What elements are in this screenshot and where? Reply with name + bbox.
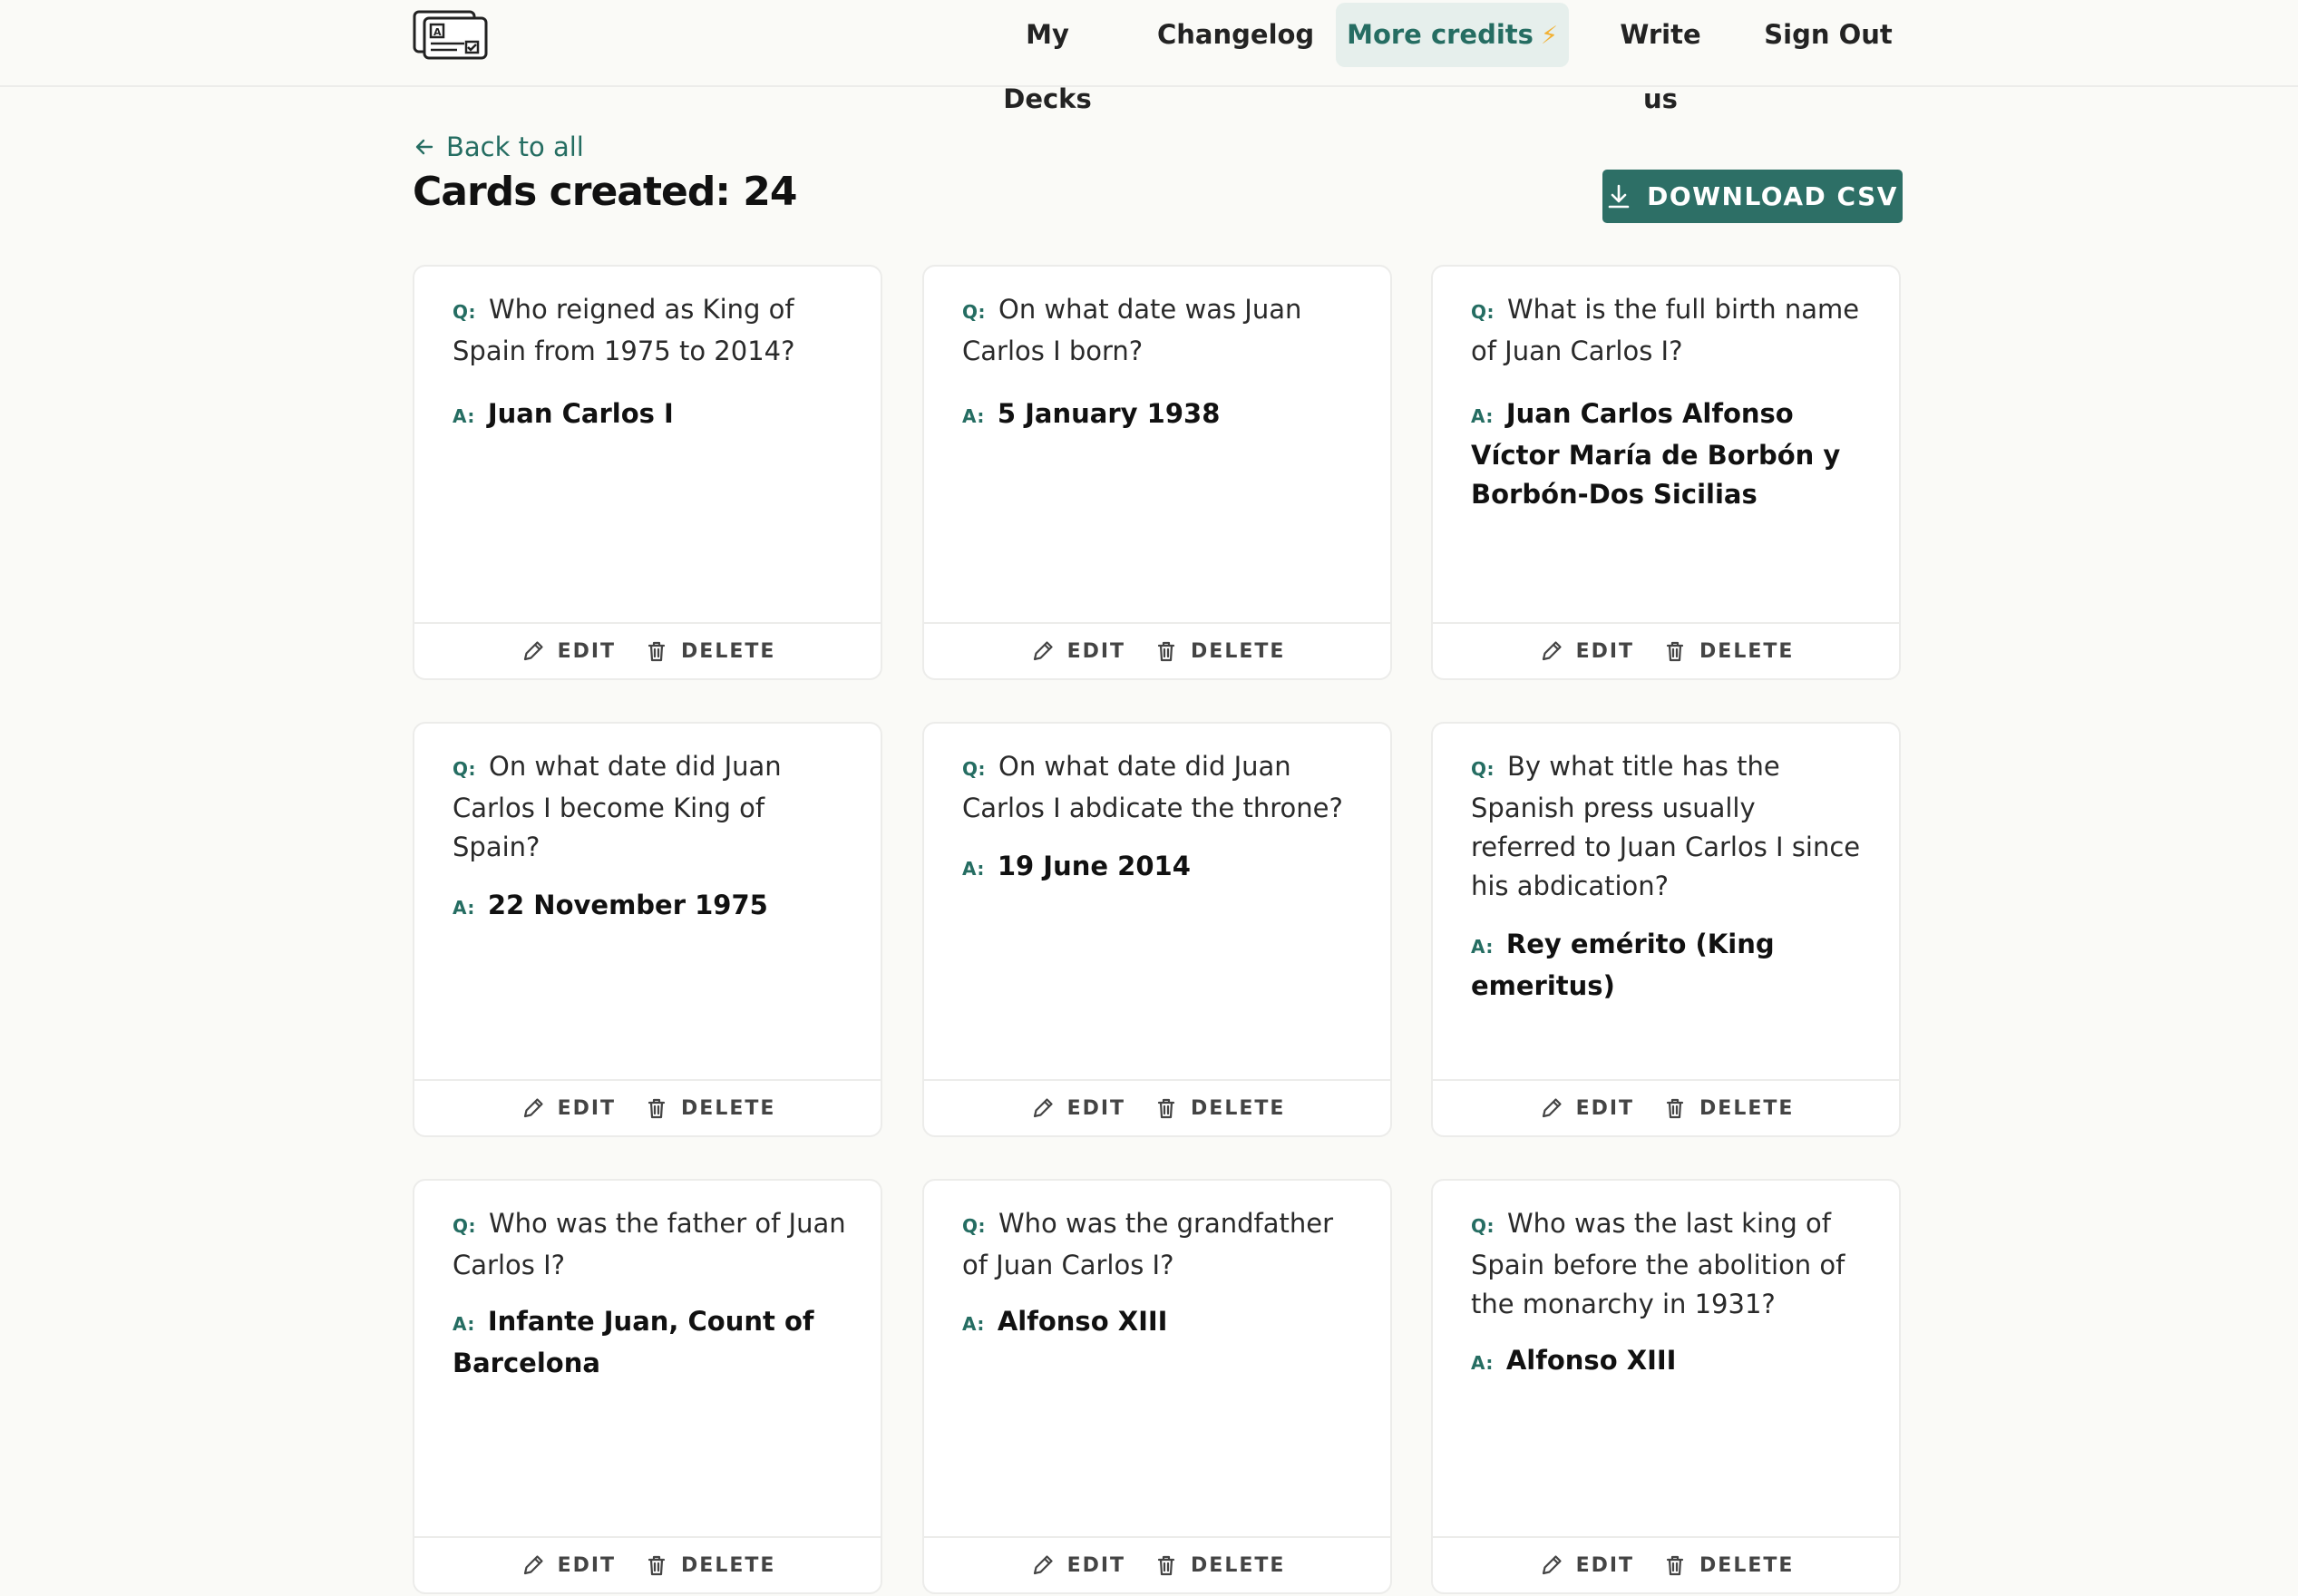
download-csv-label: DOWNLOAD CSV <box>1647 181 1898 211</box>
arrow-left-icon <box>414 136 435 158</box>
flashcard <box>922 722 1392 1137</box>
card-answer <box>1471 1341 1868 1383</box>
edit-button[interactable] <box>520 637 616 665</box>
delete-label: DELETE <box>1699 639 1795 663</box>
delete-button[interactable] <box>1661 637 1794 665</box>
edit-label: EDIT <box>1066 1096 1126 1120</box>
question-text: Who reigned as King of Spain from 1975 to 2014? <box>453 294 795 366</box>
main-nav <box>0 0 2298 114</box>
card-answer <box>1471 394 1868 514</box>
card-answer <box>962 847 1359 889</box>
edit-button[interactable] <box>1029 1095 1125 1122</box>
lightning-bolt-icon: ⚡ <box>1540 22 1558 50</box>
top-navigation-bar <box>0 0 2298 114</box>
edit-button[interactable] <box>1029 1552 1125 1579</box>
edit-label: EDIT <box>1575 639 1635 663</box>
answer-text: 19 June 2014 <box>997 851 1191 881</box>
question-text: By what title has the Spanish press usually referred to Juan Carlos I since his abdication? <box>1471 751 1861 901</box>
answer-tag: A: <box>1471 405 1494 427</box>
flashcard <box>1431 265 1901 680</box>
card-answer <box>453 1302 850 1383</box>
trash-icon <box>1153 637 1180 665</box>
delete-label: DELETE <box>1191 639 1286 663</box>
nav-more-credits[interactable] <box>1336 3 1569 67</box>
trash-icon <box>1661 637 1689 665</box>
card-question <box>453 747 850 867</box>
answer-tag: A: <box>962 405 985 427</box>
delete-button[interactable] <box>1153 1095 1285 1122</box>
pencil-icon <box>1538 1095 1565 1122</box>
page-title: Cards created: 24 <box>413 169 797 215</box>
question-text: On what date was Juan Carlos I born? <box>962 294 1302 366</box>
delete-button[interactable] <box>643 637 775 665</box>
trash-icon <box>643 1552 670 1579</box>
edit-label: EDIT <box>1066 1553 1126 1577</box>
question-text: On what date did Juan Carlos I become King of Spain? <box>453 751 782 862</box>
edit-label: EDIT <box>557 639 617 663</box>
trash-icon <box>643 1095 670 1122</box>
question-tag: Q: <box>962 758 986 780</box>
edit-button[interactable] <box>1538 637 1634 665</box>
answer-text: Alfonso XIII <box>997 1306 1168 1337</box>
answer-tag: A: <box>1471 1352 1494 1374</box>
answer-text: Alfonso XIII <box>1505 1345 1677 1376</box>
delete-label: DELETE <box>1699 1553 1795 1577</box>
trash-icon <box>1661 1095 1689 1122</box>
card-question <box>962 290 1359 371</box>
nav-changelog[interactable]: Changelog <box>1157 19 1315 50</box>
card-answer <box>962 1302 1359 1344</box>
answer-tag: A: <box>453 405 475 427</box>
pencil-icon <box>1029 1095 1056 1122</box>
question-text: What is the full birth name of Juan Carlos I? <box>1471 294 1860 366</box>
question-tag: Q: <box>453 301 476 323</box>
pencil-icon <box>1029 1552 1056 1579</box>
pencil-icon <box>1538 637 1565 665</box>
edit-button[interactable] <box>520 1095 616 1122</box>
answer-tag: A: <box>962 858 985 880</box>
download-csv-button[interactable] <box>1602 170 1903 223</box>
delete-button[interactable] <box>1661 1095 1794 1122</box>
flashcard <box>922 1179 1392 1594</box>
card-actions <box>924 1536 1390 1592</box>
card-actions <box>1433 1079 1899 1135</box>
pencil-icon <box>1538 1552 1565 1579</box>
flashcard <box>413 1179 882 1594</box>
pencil-icon <box>520 637 547 665</box>
edit-label: EDIT <box>1575 1096 1635 1120</box>
question-text: Who was the father of Juan Carlos I? <box>453 1208 846 1280</box>
answer-text: Juan Carlos I <box>487 398 674 429</box>
question-tag: Q: <box>453 1215 476 1237</box>
edit-button[interactable] <box>1538 1095 1634 1122</box>
answer-text: Rey emérito (King emeritus) <box>1471 929 1775 1001</box>
card-actions <box>1433 622 1899 678</box>
card-actions <box>414 1536 881 1592</box>
answer-tag: A: <box>1471 936 1494 958</box>
card-answer <box>1471 925 1868 1006</box>
svg-text:A: A <box>433 26 442 38</box>
card-actions <box>1433 1536 1899 1592</box>
nav-my-decks[interactable]: My Decks <box>1003 19 1092 114</box>
edit-label: EDIT <box>1066 639 1126 663</box>
card-question <box>453 1204 850 1285</box>
answer-tag: A: <box>453 1313 475 1335</box>
trash-icon <box>1153 1095 1180 1122</box>
delete-label: DELETE <box>681 1553 776 1577</box>
card-answer <box>453 394 850 436</box>
answer-tag: A: <box>453 897 475 919</box>
back-to-all-label: Back to all <box>446 131 584 162</box>
answer-text: Juan Carlos Alfonso Víctor María de Borbón y Borbón-Dos Sicilias <box>1471 398 1841 510</box>
edit-label: EDIT <box>557 1553 617 1577</box>
delete-button[interactable] <box>643 1095 775 1122</box>
pencil-icon <box>1029 637 1056 665</box>
delete-button[interactable] <box>1661 1552 1794 1579</box>
delete-button[interactable] <box>1153 1552 1285 1579</box>
pencil-icon <box>520 1552 547 1579</box>
question-tag: Q: <box>1471 1215 1495 1237</box>
card-actions <box>414 1079 881 1135</box>
question-text: Who was the last king of Spain before the abolition of the monarchy in 1931? <box>1471 1208 1845 1319</box>
flashcard <box>413 265 882 680</box>
card-question <box>1471 290 1868 371</box>
flashcard <box>1431 722 1901 1137</box>
card-actions <box>414 622 881 678</box>
card-answer <box>453 886 850 928</box>
card-actions <box>924 622 1390 678</box>
back-to-all-link[interactable] <box>414 127 584 167</box>
answer-text: 22 November 1975 <box>487 890 768 920</box>
nav-sign-out[interactable]: Sign Out <box>1764 19 1893 50</box>
download-icon <box>1607 184 1631 209</box>
edit-button[interactable] <box>1029 637 1125 665</box>
edit-label: EDIT <box>1575 1553 1635 1577</box>
nav-write-us[interactable]: Write us <box>1620 19 1701 114</box>
trash-icon <box>1661 1552 1689 1579</box>
edit-label: EDIT <box>557 1096 617 1120</box>
question-tag: Q: <box>962 301 986 323</box>
question-tag: Q: <box>1471 758 1495 780</box>
question-text: On what date did Juan Carlos I abdicate the throne? <box>962 751 1343 823</box>
delete-button[interactable] <box>643 1552 775 1579</box>
edit-button[interactable] <box>520 1552 616 1579</box>
flashcard <box>922 265 1392 680</box>
delete-label: DELETE <box>1191 1096 1286 1120</box>
trash-icon <box>1153 1552 1180 1579</box>
card-actions <box>924 1079 1390 1135</box>
question-text: Who was the grandfather of Juan Carlos I? <box>962 1208 1334 1280</box>
answer-text: 5 January 1938 <box>997 398 1221 429</box>
card-question <box>1471 1204 1868 1324</box>
question-tag: Q: <box>962 1215 986 1237</box>
delete-label: DELETE <box>1191 1553 1286 1577</box>
card-question <box>453 290 850 371</box>
more-credits-label: More credits <box>1347 19 1534 50</box>
answer-text: Infante Juan, Count of Barcelona <box>453 1306 814 1378</box>
question-tag: Q: <box>453 758 476 780</box>
card-question <box>962 1204 1359 1285</box>
delete-label: DELETE <box>681 639 776 663</box>
delete-label: DELETE <box>681 1096 776 1120</box>
flashcard <box>1431 1179 1901 1594</box>
card-answer <box>962 394 1359 436</box>
pencil-icon <box>520 1095 547 1122</box>
delete-button[interactable] <box>1153 637 1285 665</box>
question-tag: Q: <box>1471 301 1495 323</box>
answer-tag: A: <box>962 1313 985 1335</box>
card-question <box>962 747 1359 828</box>
flashcard <box>413 722 882 1137</box>
trash-icon <box>643 637 670 665</box>
edit-button[interactable] <box>1538 1552 1634 1579</box>
card-question <box>1471 747 1868 906</box>
delete-label: DELETE <box>1699 1096 1795 1120</box>
